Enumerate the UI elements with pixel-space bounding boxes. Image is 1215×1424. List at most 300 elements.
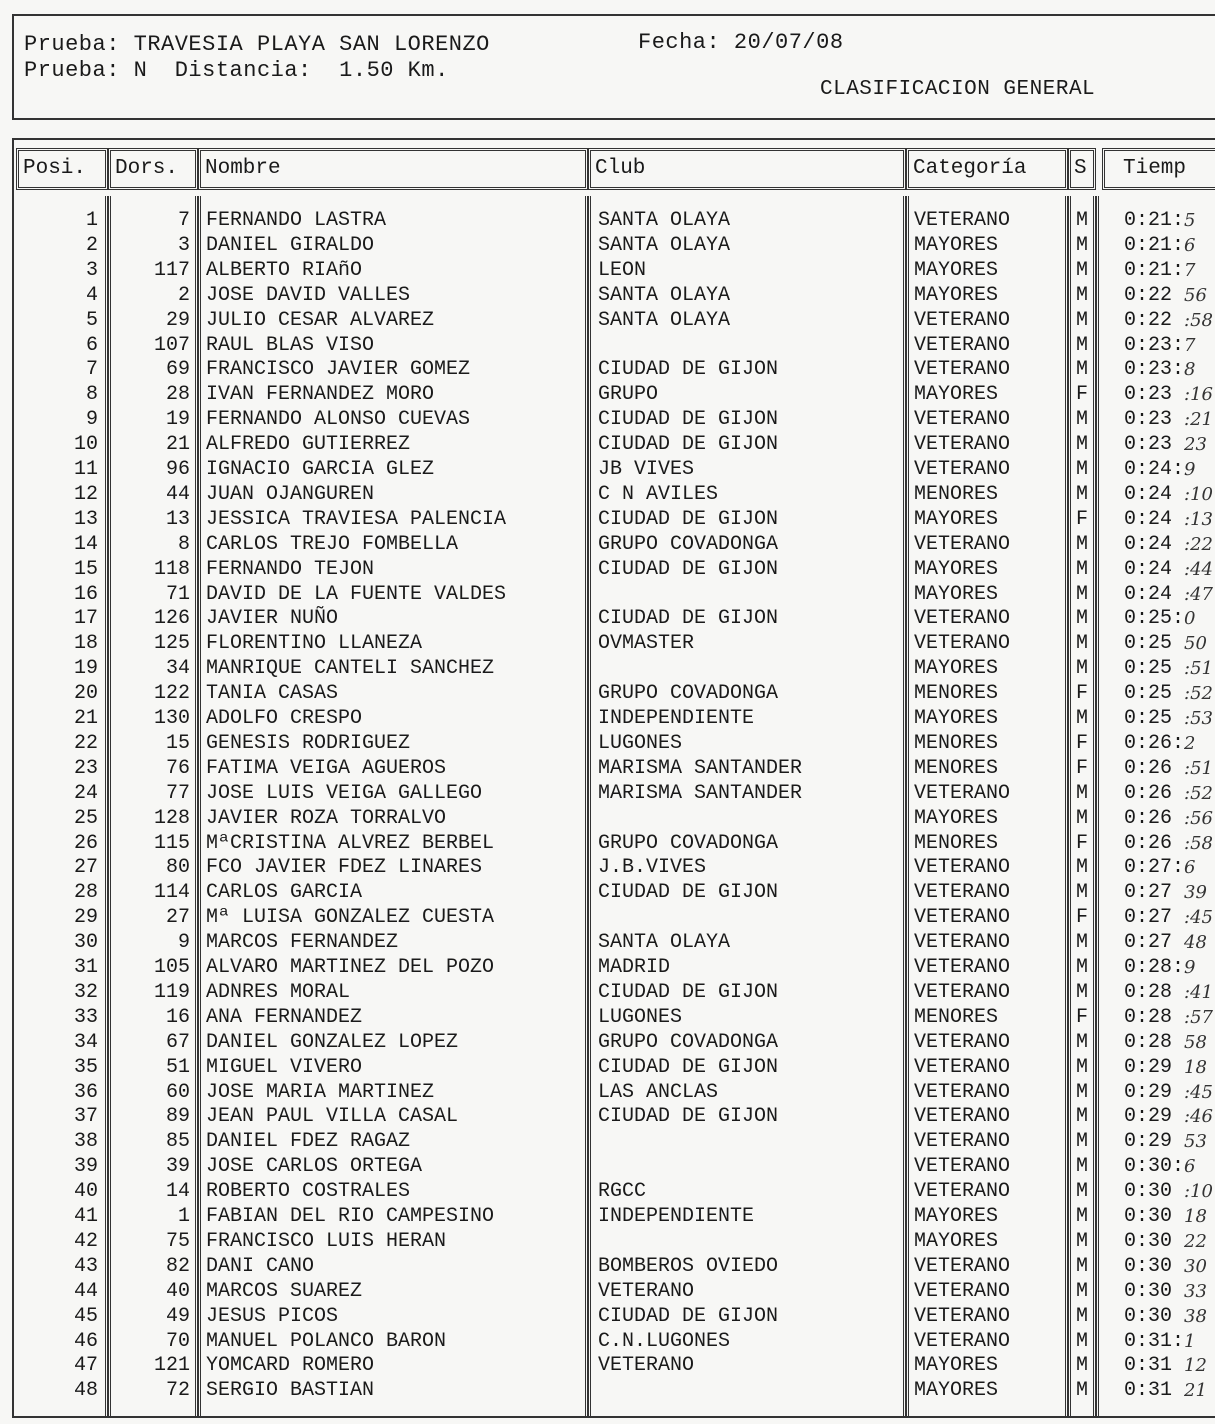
cell-tiempo-handwritten: 22 <box>1184 1230 1207 1252</box>
cell-tiempo: 0:30: <box>1124 1155 1184 1179</box>
cell-categoria: VETERANO <box>914 1130 1011 1154</box>
cell-categoria: MENORES <box>914 756 999 780</box>
cell-dors: 130 <box>153 707 190 730</box>
cell-sexo: M <box>1076 209 1089 232</box>
cell-club: CIUDAD DE GIJON <box>598 1304 779 1328</box>
cell-sexo: M <box>1076 308 1089 332</box>
cell-tiempo: 0:26 <box>1124 831 1173 855</box>
cell-nombre: FERNANDO LASTRA <box>206 209 387 232</box>
header-club: Club <box>588 148 906 190</box>
cell-categoria: VETERANO <box>914 333 1011 357</box>
cell-categoria: MENORES <box>914 831 999 855</box>
cell-nombre: CARLOS TREJO FOMBELLA <box>206 532 459 556</box>
cell-posi: 22 <box>73 731 98 755</box>
cell-nombre: JOSE LUIS VEIGA GALLEGO <box>206 781 483 805</box>
cell-nombre: ROBERTO COSTRALES <box>206 1180 411 1204</box>
cell-dors: 105 <box>153 956 190 979</box>
cell-posi: 8 <box>85 383 98 407</box>
table-row <box>14 308 1215 333</box>
table-row <box>14 482 1215 507</box>
distancia-label: Distancia: <box>174 58 312 83</box>
cell-club: GRUPO COVADONGA <box>598 831 779 855</box>
cell-categoria: VETERANO <box>914 358 1011 382</box>
cell-nombre: FERNANDO ALONSO CUEVAS <box>206 408 471 432</box>
cell-sexo: M <box>1076 707 1089 730</box>
cell-sexo: M <box>1076 333 1089 357</box>
cell-sexo: F <box>1076 831 1089 855</box>
cell-club: SANTA OLAYA <box>598 308 731 332</box>
table-row <box>14 1378 1215 1403</box>
cell-categoria: VETERANO <box>914 980 1011 1004</box>
cell-club: SANTA OLAYA <box>598 283 731 307</box>
cell-tiempo-handwritten: :41 <box>1184 981 1213 1003</box>
cell-categoria: MAYORES <box>914 582 999 606</box>
cell-dors: 122 <box>153 682 190 706</box>
cell-tiempo: 0:30 <box>1124 1254 1173 1278</box>
cell-tiempo: 0:28 <box>1124 980 1173 1004</box>
header-tiempo: Tiemp <box>1102 148 1215 190</box>
cell-nombre: ALFREDO GUTIERREZ <box>206 433 411 457</box>
cell-posi: 29 <box>73 906 98 930</box>
cell-tiempo-handwritten: 5 <box>1184 210 1196 231</box>
cell-posi: 25 <box>73 806 98 830</box>
cell-dors: 125 <box>153 632 190 656</box>
cell-club: LUGONES <box>598 731 683 755</box>
table-row <box>14 557 1215 582</box>
cell-sexo: M <box>1076 931 1089 955</box>
cell-posi: 3 <box>85 258 98 282</box>
cell-posi: 36 <box>73 1080 98 1104</box>
cell-tiempo: 0:24: <box>1124 458 1184 481</box>
cell-tiempo: 0:25 <box>1124 632 1173 656</box>
cell-club: CIUDAD DE GIJON <box>598 607 779 631</box>
cell-posi: 5 <box>85 308 98 332</box>
cell-tiempo: 0:23: <box>1124 358 1184 382</box>
table-row <box>14 1005 1215 1030</box>
cell-sexo: M <box>1076 358 1089 382</box>
cell-tiempo-handwritten: 30 <box>1184 1255 1207 1277</box>
cell-tiempo-handwritten: :46 <box>1184 1106 1213 1128</box>
cell-categoria: VETERANO <box>914 906 1011 930</box>
cell-sexo: M <box>1076 1229 1089 1253</box>
cell-posi: 28 <box>73 881 98 905</box>
cell-tiempo: 0:30 <box>1124 1304 1173 1328</box>
cell-dors: 51 <box>165 1055 190 1079</box>
cell-sexo: M <box>1076 781 1089 805</box>
cell-tiempo-handwritten: 56 <box>1184 284 1207 306</box>
cell-tiempo-handwritten: 21 <box>1184 1380 1207 1402</box>
table-row <box>14 1104 1215 1129</box>
cell-categoria: VETERANO <box>914 1180 1011 1204</box>
table-row <box>14 1279 1215 1304</box>
cell-club: MARISMA SANTANDER <box>598 756 803 780</box>
cell-tiempo-handwritten: 7 <box>1184 259 1196 281</box>
cell-nombre: MANRIQUE CANTELI SANCHEZ <box>206 657 495 681</box>
cell-dors: 85 <box>165 1130 190 1154</box>
cell-dors: 70 <box>165 1329 190 1353</box>
cell-posi: 12 <box>73 482 98 506</box>
cell-sexo: M <box>1076 408 1089 432</box>
cell-nombre: FRANCISCO LUIS HERAN <box>206 1229 447 1253</box>
cell-sexo: M <box>1076 1279 1089 1303</box>
cell-sexo: M <box>1076 1379 1089 1403</box>
cell-categoria: MAYORES <box>914 657 999 681</box>
cell-posi: 6 <box>85 333 98 357</box>
cell-posi: 7 <box>85 358 98 382</box>
table-row <box>14 1055 1215 1080</box>
cell-dors: 8 <box>177 532 190 556</box>
cell-sexo: M <box>1076 1354 1089 1378</box>
cell-sexo: M <box>1076 1254 1089 1278</box>
cell-dors: 107 <box>153 333 190 357</box>
cell-sexo: M <box>1076 283 1089 307</box>
cell-club: CIUDAD DE GIJON <box>598 557 779 581</box>
cell-tiempo-handwritten: :45 <box>1184 907 1213 929</box>
cell-posi: 43 <box>73 1254 98 1278</box>
cell-dors: 29 <box>165 308 190 332</box>
table-row <box>14 507 1215 532</box>
cell-sexo: M <box>1076 557 1089 581</box>
cell-tiempo: 0:29 <box>1124 1105 1173 1129</box>
cell-categoria: MENORES <box>914 682 999 706</box>
cell-dors: 121 <box>153 1354 190 1378</box>
cell-categoria: VETERANO <box>914 1030 1011 1054</box>
cell-nombre: JOSE MARIA MARTINEZ <box>206 1080 435 1104</box>
cell-tiempo: 0:30 <box>1124 1180 1173 1204</box>
cell-sexo: M <box>1076 607 1089 631</box>
cell-sexo: M <box>1076 980 1089 1004</box>
table-row <box>14 407 1215 432</box>
cell-tiempo-handwritten: :44 <box>1184 558 1213 580</box>
cell-club: VETERANO <box>598 1354 695 1378</box>
cell-tiempo-handwritten: 12 <box>1184 1355 1207 1377</box>
cell-posi: 1 <box>85 209 98 232</box>
cell-sexo: M <box>1076 632 1089 656</box>
cell-posi: 45 <box>73 1304 98 1328</box>
cell-club: J.B.VIVES <box>598 856 707 880</box>
cell-sexo: M <box>1076 1080 1089 1104</box>
table-row <box>14 283 1215 308</box>
cell-dors: 21 <box>165 433 190 457</box>
cell-categoria: MAYORES <box>914 233 999 257</box>
cell-nombre: JESSICA TRAVIESA PALENCIA <box>206 507 507 531</box>
cell-posi: 18 <box>73 632 98 656</box>
cell-tiempo-handwritten: 6 <box>1184 234 1196 256</box>
cell-tiempo: 0:24 <box>1124 482 1173 506</box>
cell-dors: 71 <box>165 582 190 606</box>
cell-sexo: M <box>1076 657 1089 681</box>
cell-nombre: IGNACIO GARCIA GLEZ <box>206 458 435 481</box>
cell-posi: 20 <box>73 682 98 706</box>
cell-nombre: IVAN FERNANDEZ MORO <box>206 383 435 407</box>
cell-categoria: MENORES <box>914 1005 999 1029</box>
cell-tiempo: 0:21: <box>1124 233 1184 257</box>
cell-sexo: M <box>1076 1155 1089 1179</box>
cell-club: SANTA OLAYA <box>598 209 731 232</box>
cell-tiempo: 0:30 <box>1124 1205 1173 1228</box>
table-row <box>14 258 1215 283</box>
table-row <box>14 1179 1215 1204</box>
cell-posi: 27 <box>73 856 98 880</box>
cell-posi: 34 <box>73 1030 98 1054</box>
cell-nombre: FLORENTINO LLANEZA <box>206 632 423 656</box>
cell-club: BOMBEROS OVIEDO <box>598 1254 779 1278</box>
cell-tiempo: 0:26 <box>1124 781 1173 805</box>
cell-categoria: MAYORES <box>914 1379 999 1403</box>
cell-dors: 60 <box>165 1080 190 1104</box>
cell-posi: 37 <box>73 1105 98 1129</box>
cell-sexo: M <box>1076 1329 1089 1353</box>
table-row <box>14 457 1215 482</box>
prueba2-label: Prueba: <box>24 58 120 83</box>
cell-sexo: F <box>1076 1005 1089 1029</box>
cell-tiempo: 0:25 <box>1124 682 1173 706</box>
table-row <box>14 731 1215 756</box>
table-row <box>14 831 1215 856</box>
cell-tiempo-handwritten: 8 <box>1184 359 1196 381</box>
cell-nombre: ANA FERNANDEZ <box>206 1005 363 1029</box>
cell-posi: 31 <box>73 956 98 979</box>
cell-categoria: VETERANO <box>914 308 1011 332</box>
prueba-label: Prueba: <box>24 32 120 57</box>
cell-posi: 17 <box>73 607 98 631</box>
cell-categoria: VETERANO <box>914 607 1011 631</box>
cell-dors: 114 <box>153 881 190 905</box>
cell-club: CIUDAD DE GIJON <box>598 408 779 432</box>
cell-nombre: TANIA CASAS <box>206 682 339 706</box>
cell-posi: 44 <box>73 1279 98 1303</box>
cell-tiempo-handwritten: 9 <box>1184 957 1196 978</box>
cell-nombre: JEAN PAUL VILLA CASAL <box>206 1105 459 1129</box>
cell-categoria: MAYORES <box>914 707 999 730</box>
cell-nombre: DAVID DE LA FUENTE VALDES <box>206 582 507 606</box>
cell-tiempo-handwritten: 9 <box>1184 459 1196 480</box>
cell-club: VETERANO <box>598 1279 695 1303</box>
cell-posi: 19 <box>73 657 98 681</box>
cell-tiempo-handwritten: :21 <box>1184 409 1213 431</box>
cell-sexo: M <box>1076 856 1089 880</box>
cell-tiempo: 0:27: <box>1124 856 1184 880</box>
cell-tiempo: 0:29 <box>1124 1055 1173 1079</box>
cell-sexo: M <box>1076 1055 1089 1079</box>
cell-tiempo-handwritten: 6 <box>1184 857 1196 879</box>
cell-categoria: MAYORES <box>914 507 999 531</box>
cell-dors: 69 <box>165 358 190 382</box>
cell-categoria: VETERANO <box>914 1279 1011 1303</box>
cell-club: INDEPENDIENTE <box>598 707 755 730</box>
cell-nombre: RAUL BLAS VISO <box>206 333 375 357</box>
cell-sexo: M <box>1076 458 1089 481</box>
cell-nombre: ALBERTO RIAñO <box>206 258 363 282</box>
table-row <box>14 1030 1215 1055</box>
cell-nombre: YOMCARD ROMERO <box>206 1354 375 1378</box>
cell-posi: 33 <box>73 1005 98 1029</box>
cell-posi: 15 <box>73 557 98 581</box>
cell-categoria: VETERANO <box>914 532 1011 556</box>
cell-tiempo-handwritten: 2 <box>1184 732 1196 754</box>
cell-nombre: SERGIO BASTIAN <box>206 1379 375 1403</box>
cell-nombre: MARCOS SUAREZ <box>206 1279 363 1303</box>
cell-sexo: M <box>1076 258 1089 282</box>
cell-dors: 27 <box>165 906 190 930</box>
cell-nombre: FCO JAVIER FDEZ LINARES <box>206 856 483 880</box>
table-row <box>14 1154 1215 1179</box>
cell-sexo: M <box>1076 1105 1089 1129</box>
cell-tiempo-handwritten: 48 <box>1184 932 1207 954</box>
cell-tiempo: 0:31: <box>1124 1329 1184 1353</box>
table-row <box>14 1204 1215 1229</box>
cell-club: CIUDAD DE GIJON <box>598 433 779 457</box>
fecha-line <box>638 30 844 55</box>
cell-posi: 47 <box>73 1354 98 1378</box>
cell-dors: 15 <box>165 731 190 755</box>
cell-nombre: MARCOS FERNANDEZ <box>206 931 399 955</box>
cell-posi: 42 <box>73 1229 98 1253</box>
table-row <box>14 1080 1215 1105</box>
cell-club: JB VIVES <box>598 458 695 481</box>
cell-sexo: M <box>1076 433 1089 457</box>
cell-tiempo-handwritten: 6 <box>1184 1156 1196 1178</box>
cell-tiempo: 0:30 <box>1124 1279 1173 1303</box>
cell-nombre: JOSE DAVID VALLES <box>206 283 411 307</box>
table-row <box>14 681 1215 706</box>
cell-dors: 117 <box>153 258 190 282</box>
cell-dors: 80 <box>165 856 190 880</box>
header-nombre: Nombre <box>198 148 588 190</box>
table-row <box>14 532 1215 557</box>
cell-posi: 14 <box>73 532 98 556</box>
cell-categoria: MAYORES <box>914 1354 999 1378</box>
cell-dors: 82 <box>165 1254 190 1278</box>
cell-posi: 16 <box>73 582 98 606</box>
cell-tiempo-handwritten: 0 <box>1184 608 1196 630</box>
cell-categoria: VETERANO <box>914 209 1011 232</box>
header-posi: Posi. <box>16 148 108 190</box>
cell-sexo: M <box>1076 233 1089 257</box>
cell-tiempo-handwritten: :56 <box>1184 807 1213 829</box>
cell-categoria: VETERANO <box>914 1155 1011 1179</box>
cell-tiempo-handwritten: 18 <box>1184 1056 1207 1078</box>
cell-dors: 3 <box>177 233 190 257</box>
cell-tiempo: 0:26: <box>1124 731 1184 755</box>
cell-categoria: MAYORES <box>914 557 999 581</box>
cell-categoria: VETERANO <box>914 956 1011 979</box>
cell-sexo: F <box>1076 507 1089 531</box>
cell-tiempo: 0:21: <box>1124 258 1184 282</box>
cell-dors: 49 <box>165 1304 190 1328</box>
table-row <box>14 1129 1215 1154</box>
cell-club: CIUDAD DE GIJON <box>598 507 779 531</box>
cell-nombre: DANIEL GIRALDO <box>206 233 375 257</box>
cell-nombre: CARLOS GARCIA <box>206 881 363 905</box>
cell-tiempo: 0:23 <box>1124 433 1173 457</box>
table-row <box>14 905 1215 930</box>
cell-club: CIUDAD DE GIJON <box>598 1055 779 1079</box>
cell-tiempo: 0:31 <box>1124 1379 1173 1403</box>
cell-posi: 38 <box>73 1130 98 1154</box>
clasificacion-title: CLASIFICACION GENERAL <box>820 78 1096 101</box>
cell-posi: 39 <box>73 1155 98 1179</box>
cell-dors: 128 <box>153 806 190 830</box>
cell-posi: 35 <box>73 1055 98 1079</box>
cell-club: INDEPENDIENTE <box>598 1205 755 1228</box>
cell-posi: 46 <box>73 1329 98 1353</box>
cell-tiempo: 0:25 <box>1124 657 1173 681</box>
cell-tiempo-handwritten: :13 <box>1184 508 1213 530</box>
cell-categoria: VETERANO <box>914 632 1011 656</box>
cell-tiempo: 0:24 <box>1124 582 1173 606</box>
cell-tiempo-handwritten: 58 <box>1184 1031 1207 1053</box>
cell-categoria: VETERANO <box>914 1329 1011 1353</box>
fecha-value: 20/07/08 <box>733 30 844 55</box>
cell-tiempo: 0:27 <box>1124 931 1173 955</box>
cell-categoria: VETERANO <box>914 1080 1011 1104</box>
cell-tiempo-handwritten: :10 <box>1184 1181 1213 1203</box>
cell-tiempo: 0:24 <box>1124 532 1173 556</box>
cell-club: CIUDAD DE GIJON <box>598 881 779 905</box>
cell-dors: 77 <box>165 781 190 805</box>
cell-posi: 23 <box>73 756 98 780</box>
table-row <box>14 357 1215 382</box>
cell-categoria: MAYORES <box>914 383 999 407</box>
cell-categoria: VETERANO <box>914 1055 1011 1079</box>
cell-sexo: F <box>1076 731 1089 755</box>
cell-categoria: MAYORES <box>914 806 999 830</box>
cell-tiempo-handwritten: 53 <box>1184 1131 1207 1153</box>
cell-categoria: VETERANO <box>914 1105 1011 1129</box>
header-dors: Dors. <box>108 148 198 190</box>
cell-tiempo: 0:23 <box>1124 408 1173 432</box>
cell-categoria: MAYORES <box>914 1229 999 1253</box>
header-sexo: S <box>1068 148 1096 190</box>
cell-tiempo-handwritten: :57 <box>1184 1006 1213 1028</box>
table-row <box>14 1304 1215 1329</box>
cell-club: C N AVILES <box>598 482 719 506</box>
cell-club: CIUDAD DE GIJON <box>598 1105 779 1129</box>
cell-sexo: M <box>1076 956 1089 979</box>
cell-tiempo: 0:28 <box>1124 1005 1173 1029</box>
cell-tiempo-handwritten: 39 <box>1184 882 1207 904</box>
cell-nombre: Mª LUISA GONZALEZ CUESTA <box>206 906 495 930</box>
cell-club: RGCC <box>598 1180 647 1204</box>
cell-sexo: M <box>1076 1180 1089 1204</box>
table-row <box>14 333 1215 358</box>
cell-dors: 118 <box>153 557 190 581</box>
cell-club: CIUDAD DE GIJON <box>598 980 779 1004</box>
cell-dors: 67 <box>165 1030 190 1054</box>
cell-dors: 9 <box>177 931 190 955</box>
cell-categoria: MENORES <box>914 731 999 755</box>
cell-dors: 7 <box>177 209 190 232</box>
cell-tiempo: 0:24 <box>1124 507 1173 531</box>
cell-dors: 40 <box>165 1279 190 1303</box>
cell-tiempo-handwritten: 18 <box>1184 1206 1207 1227</box>
cell-dors: 75 <box>165 1229 190 1253</box>
table-row <box>14 806 1215 831</box>
cell-nombre: FRANCISCO JAVIER GOMEZ <box>206 358 471 382</box>
cell-dors: 13 <box>165 507 190 531</box>
table-row <box>14 880 1215 905</box>
table-row <box>14 382 1215 407</box>
table-row <box>14 656 1215 681</box>
cell-nombre: FABIAN DEL RIO CAMPESINO <box>206 1205 495 1228</box>
cell-tiempo-handwritten: :22 <box>1184 533 1213 555</box>
cell-tiempo: 0:23: <box>1124 333 1184 357</box>
cell-tiempo-handwritten: :52 <box>1184 683 1213 705</box>
cell-club: GRUPO COVADONGA <box>598 682 779 706</box>
cell-categoria: MAYORES <box>914 258 999 282</box>
cell-club: MADRID <box>598 956 671 979</box>
